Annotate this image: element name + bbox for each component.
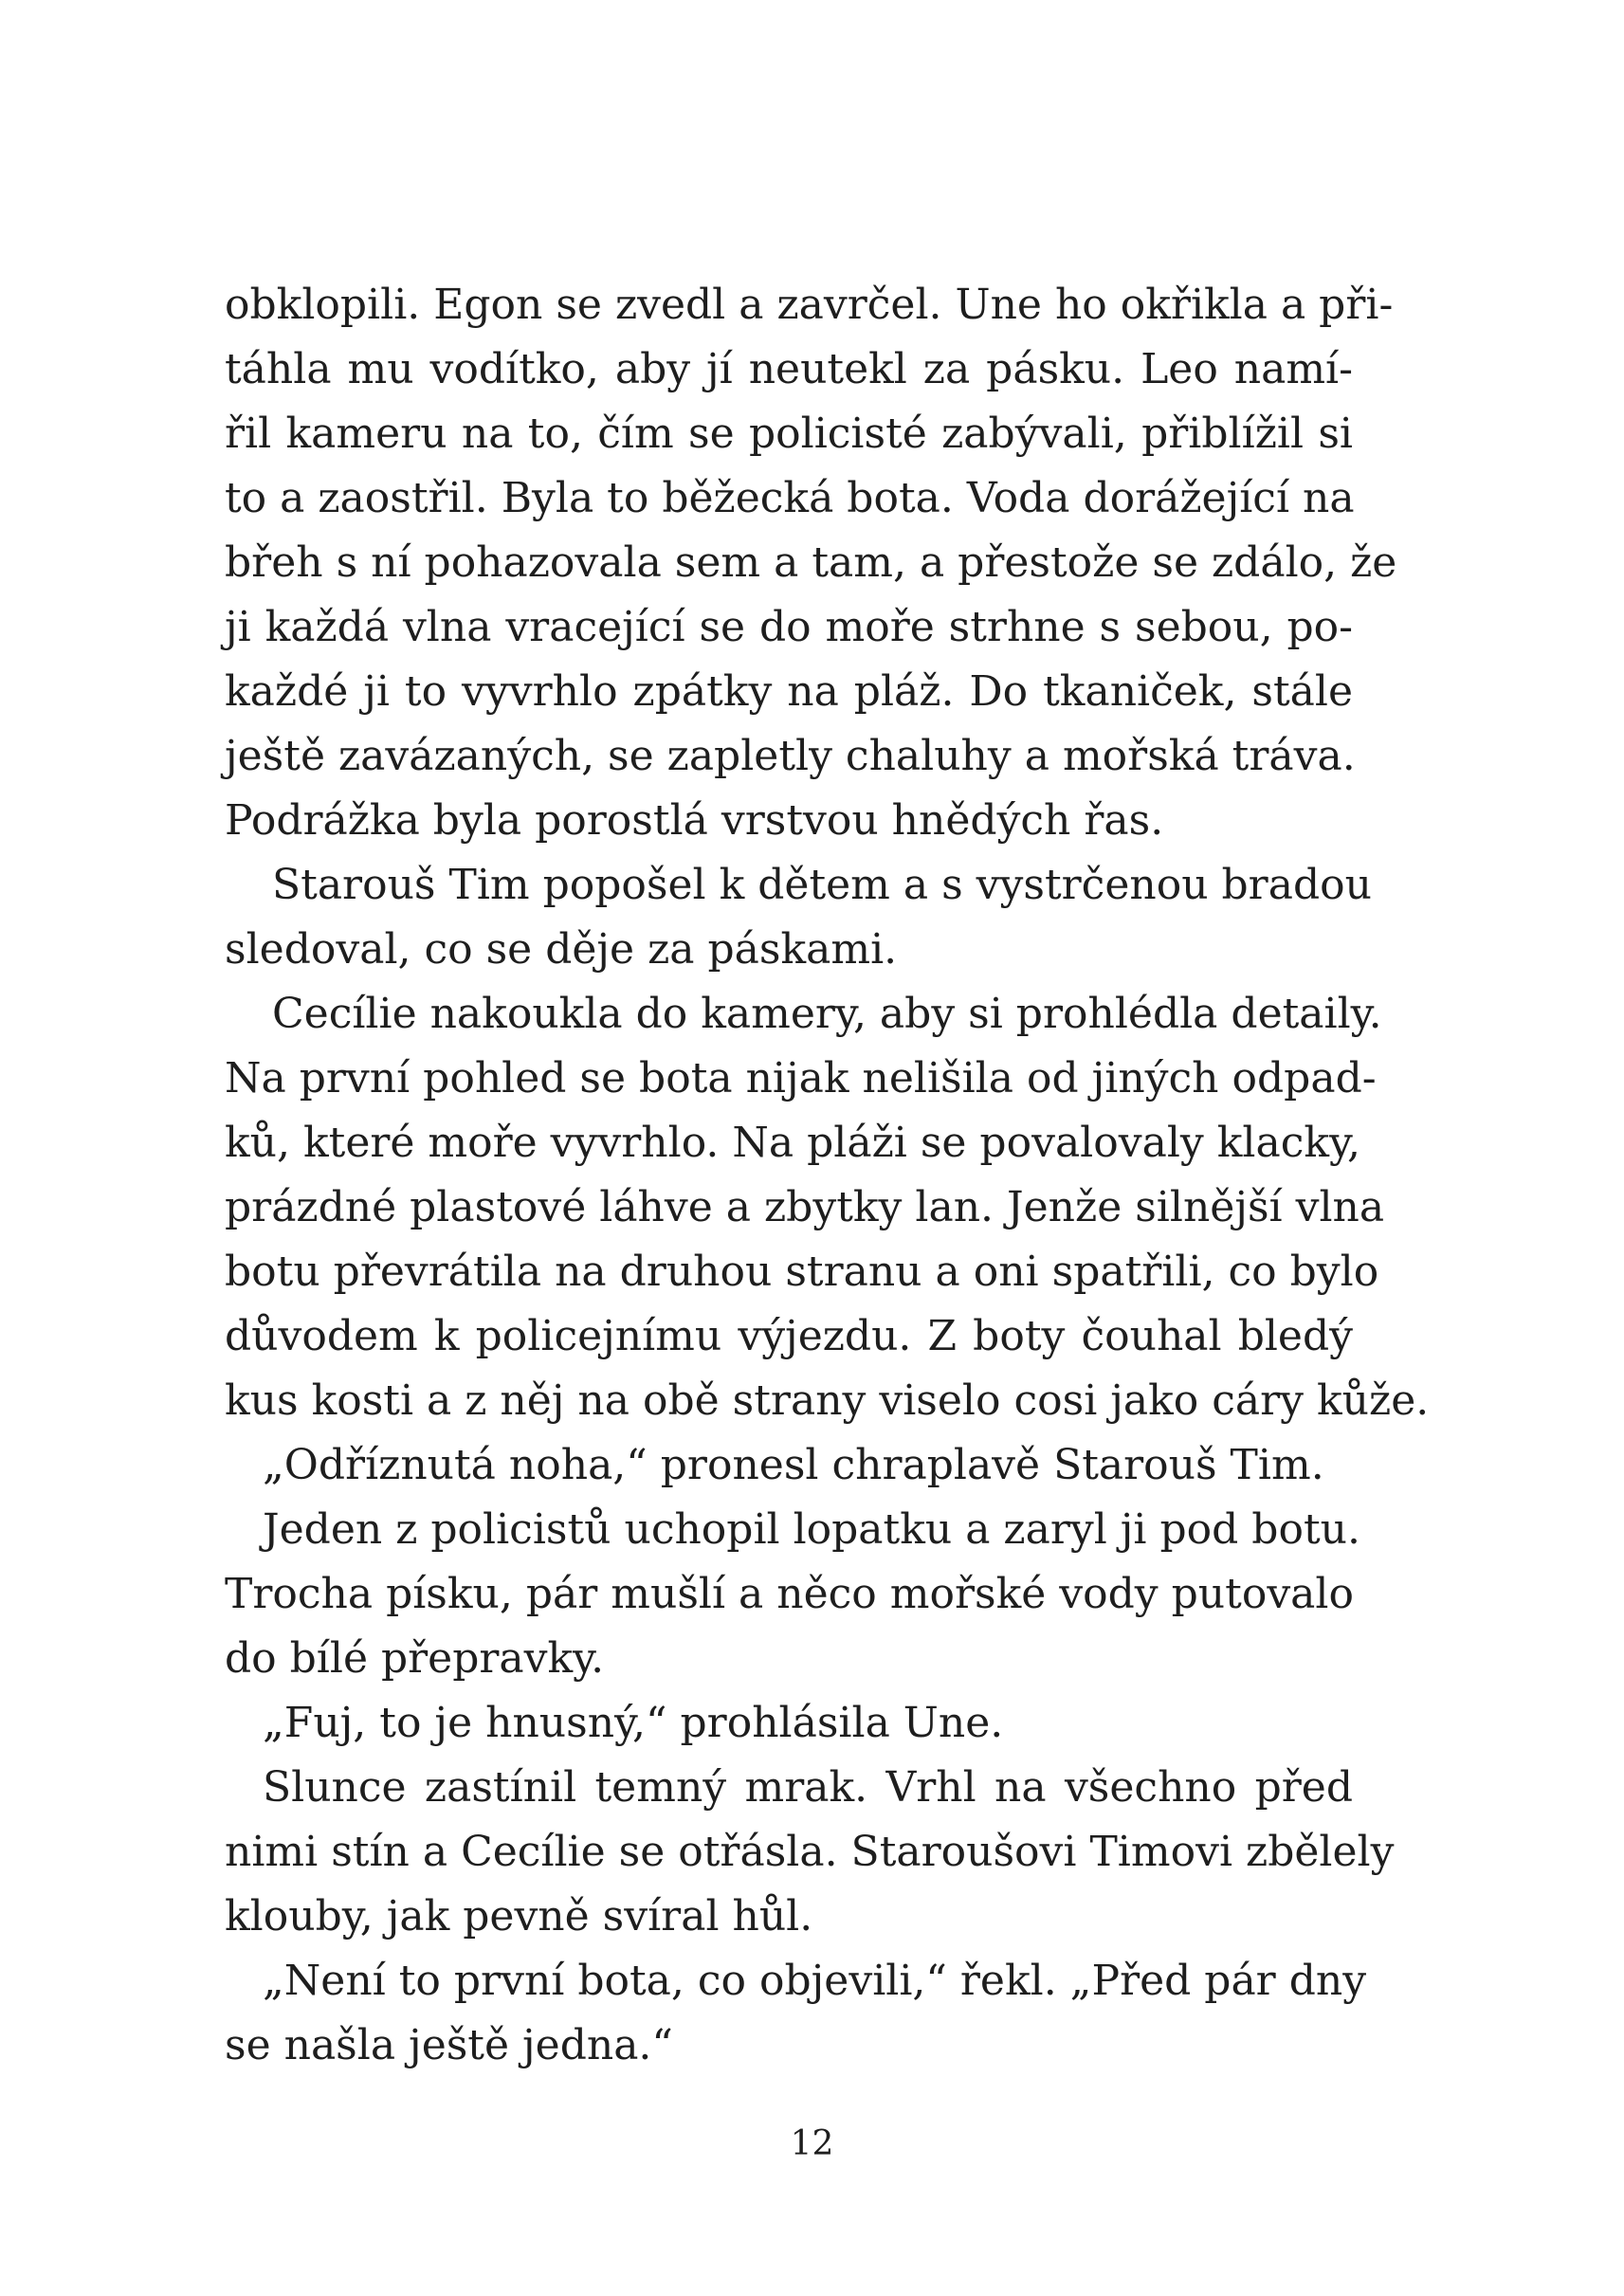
text-line: sledoval, co se děje za páskami.: [225, 925, 898, 974]
text-line: ještě zavázaných, se zapletly chaluhy a mořská tráva.: [225, 732, 1356, 780]
page-number: 12: [790, 2124, 834, 2163]
text-line: Cecílie nakoukla do kamery, aby si prohlédla detaily.: [272, 990, 1382, 1038]
text-line: řil kameru na to, čím se policisté zabývali, přiblížil si: [225, 410, 1353, 458]
text-line: táhla mu vodítko, aby jí neutekl za pásku. Leo namí-: [225, 345, 1353, 393]
text-line: ků, které moře vyvrhlo. Na pláži se povalovaly klacky,: [225, 1119, 1361, 1167]
text-line: klouby, jak pevně svíral hůl.: [225, 1892, 813, 1941]
text-line: břeh s ní pohazovala sem a tam, a přestože se zdálo, že: [225, 538, 1397, 587]
text-line: Trocha písku, pár mušlí a něco mořské vody putovalo: [225, 1570, 1354, 1618]
text-line: každé ji to vyvrhlo zpátky na pláž. Do tkaniček, stále: [225, 667, 1353, 716]
text-line: prázdné plastové láhve a zbytky lan. Jenže silnější vlna: [225, 1183, 1385, 1231]
text-line: Starouš Tim popošel k dětem a s vystrčenou bradou: [272, 861, 1372, 909]
text-line: se našla ještě jedna.“: [225, 2021, 673, 2069]
text-line: důvodem k policejnímu výjezdu. Z boty čouhal bledý: [225, 1312, 1353, 1360]
text-line: to a zaostřil. Byla to běžecká bota. Voda dorážející na: [225, 474, 1355, 522]
text-line: kus kosti a z něj na obě strany viselo cosi jako cáry kůže.: [225, 1376, 1430, 1425]
text-line: „Odříznutá noha,“ pronesl chraplavě Starouš Tim.: [263, 1441, 1324, 1489]
text-line: botu převrátila na druhou stranu a oni spatřili, co bylo: [225, 1248, 1379, 1296]
text-line: „Fuj, to je hnusný,“ prohlásila Une.: [263, 1699, 1004, 1747]
text-line: Na první pohled se bota nijak nelišila od jiných odpad-: [225, 1054, 1377, 1102]
text-line: ji každá vlna vracející se do moře strhne s sebou, po-: [225, 603, 1353, 651]
body-text: [225, 273, 1430, 2078]
text-line: do bílé přepravky.: [225, 1634, 605, 1683]
text-line: Podrážka byla porostlá vrstvou hnědých řas.: [225, 796, 1164, 845]
text-line: obklopili. Egon se zvedl a zavrčel. Une ho okřikla a při-: [225, 281, 1394, 329]
text-line: Slunce zastínil temný mrak. Vrhl na všechno před: [263, 1763, 1353, 1812]
text-line: nimi stín a Cecílie se otřásla. Staroušovi Timovi zbělely: [225, 1828, 1395, 1876]
text-line: Jeden z policistů uchopil lopatku a zaryl ji pod botu.: [263, 1505, 1360, 1554]
text-line: „Není to první bota, co objevili,“ řekl. „Před pár dny: [263, 1957, 1367, 2005]
